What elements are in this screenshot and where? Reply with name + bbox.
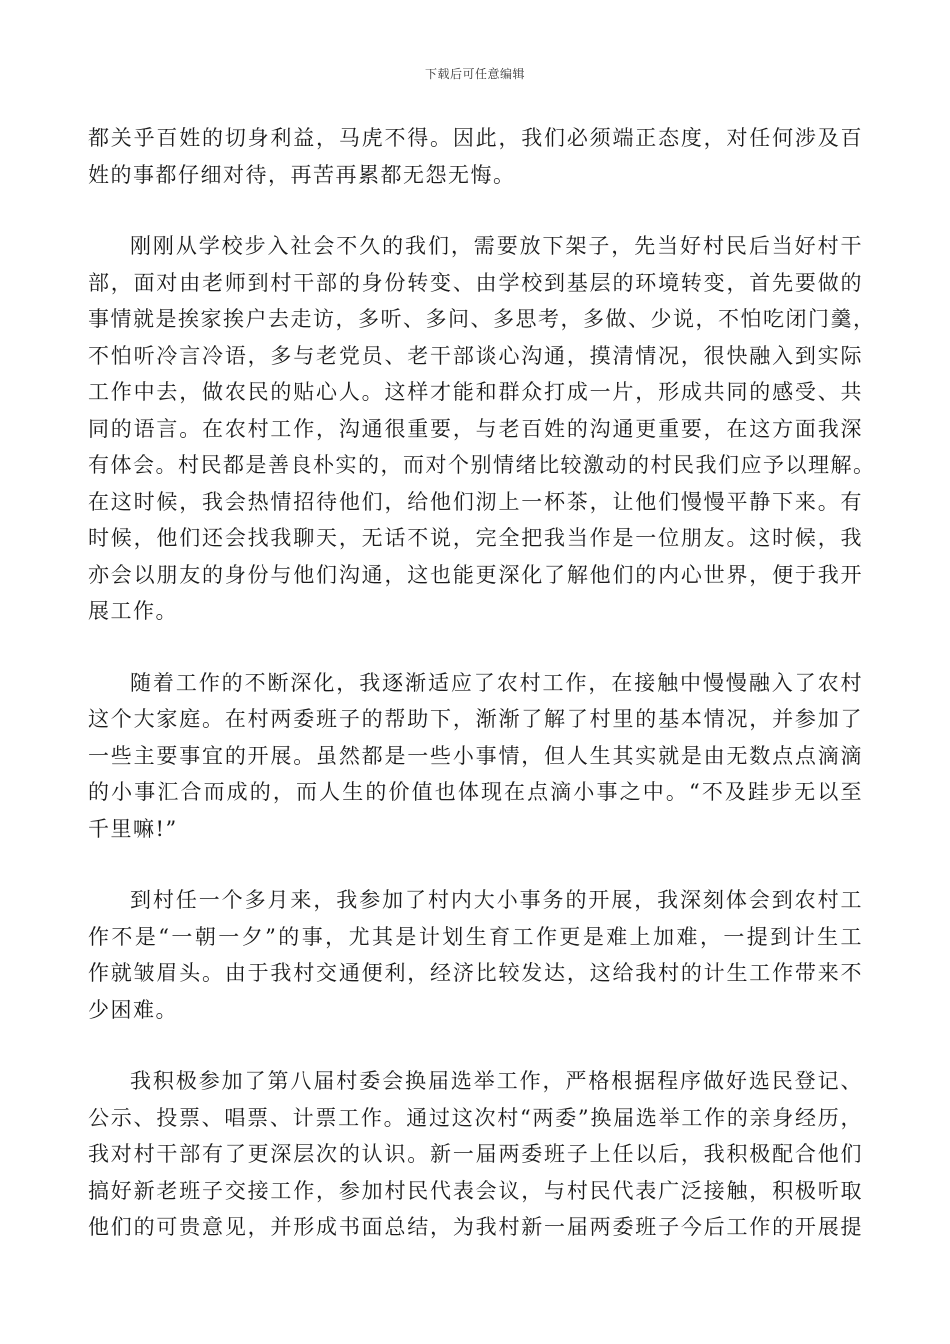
- paragraph-5: [88, 1063, 863, 1246]
- text-line: 随着工作的不断深化，我逐渐适应了农村工作，在接触中慢慢融入了农村: [130, 670, 863, 695]
- text-line: 作就皱眉头。由于我村交通便利，经济比较发达，这给我村的计生工作带来不: [88, 961, 863, 985]
- paragraph-3: [88, 665, 863, 848]
- text-line: 少困难。: [88, 997, 178, 1022]
- text-line: 这个大家庭。在村两委班子的帮助下，渐渐了解了村里的基本情况，并参加了: [88, 707, 863, 731]
- text-line: 在这时候，我会热情招待他们，给他们沏上一杯茶，让他们慢慢平静下来。有: [88, 489, 863, 514]
- text-line: 事情就是挨家挨户去走访，多听、多问、多思考，多做、少说，不怕吃闭门羹，: [88, 307, 876, 331]
- text-line: 亦会以朋友的身份与他们沟通，这也能更深化了解他们的内心世界，便于我开: [88, 562, 863, 587]
- text-line: 刚刚从学校步入社会不久的我们，需要放下架子，先当好村民后当好村干: [130, 234, 863, 258]
- text-line: 展工作。: [88, 599, 178, 623]
- text-line: 不怕听冷言冷语，多与老党员、老干部谈心沟通，摸清情况，很快融入到实际: [88, 343, 863, 368]
- paragraph-4: [88, 882, 863, 1028]
- paragraph-2: [88, 228, 876, 630]
- page-header: 下载后可任意编辑: [424, 67, 525, 81]
- text-line: 一些主要事宜的开展。虽然都是一些小事情，但人生其实就是由无数点点滴滴: [88, 743, 863, 768]
- text-line: 他们的可贵意见，并形成书面总结，为我村新一届两委班子今后工作的开展提: [88, 1215, 863, 1239]
- text-line: 同的语言。在农村工作，沟通很重要，与老百姓的沟通更重要，在这方面我深: [88, 416, 863, 441]
- text-line: 千里嘛!”: [88, 816, 178, 841]
- text-line: 时候，他们还会找我聊天，无话不说，完全把我当作是一位朋友。这时候，我: [88, 526, 863, 550]
- text-line: 的小事汇合而成的，而人生的价值也体现在点滴小事之中。“不及跬步无以至: [88, 780, 863, 804]
- text-line: 姓的事都仔细对待，再苦再累都无怨无悔。: [88, 162, 516, 187]
- text-line: 公示、投票、唱票、计票工作。通过这次村“两委”换届选举工作的亲身经历，: [88, 1105, 863, 1130]
- text-line: 有体会。村民都是善良朴实的，而对个别情绪比较激动的村民我们应予以理解。: [88, 453, 876, 477]
- text-line: 到村任一个多月来，我参加了村内大小事务的开展，我深刻体会到农村工: [130, 888, 863, 912]
- text-line: 我积极参加了第八届村委会换届选举工作，严格根据程序做好选民登记、: [130, 1069, 863, 1093]
- text-line: 都关乎百姓的切身利益，马虎不得。因此，我们必须端正态度，对任何涉及百: [88, 126, 863, 150]
- text-line: 部，面对由老师到村干部的身份转变、由学校到基层的环境转变，首先要做的: [88, 270, 863, 295]
- text-line: 搞好新老班子交接工作，参加村民代表会议，与村民代表广泛接触，积极听取: [88, 1178, 863, 1203]
- text-line: 工作中去，做农民的贴心人。这样才能和群众打成一片，形成共同的感受、共: [88, 380, 863, 404]
- document-body: [88, 120, 876, 1281]
- text-line: 我对村干部有了更深层次的认识。新一届两委班子上任以后，我积极配合他们: [88, 1142, 863, 1166]
- text-line: 作不是“一朝一夕”的事，尤其是计划生育工作更是难上加难，一提到计生工: [88, 924, 863, 949]
- paragraph-1: [88, 120, 863, 193]
